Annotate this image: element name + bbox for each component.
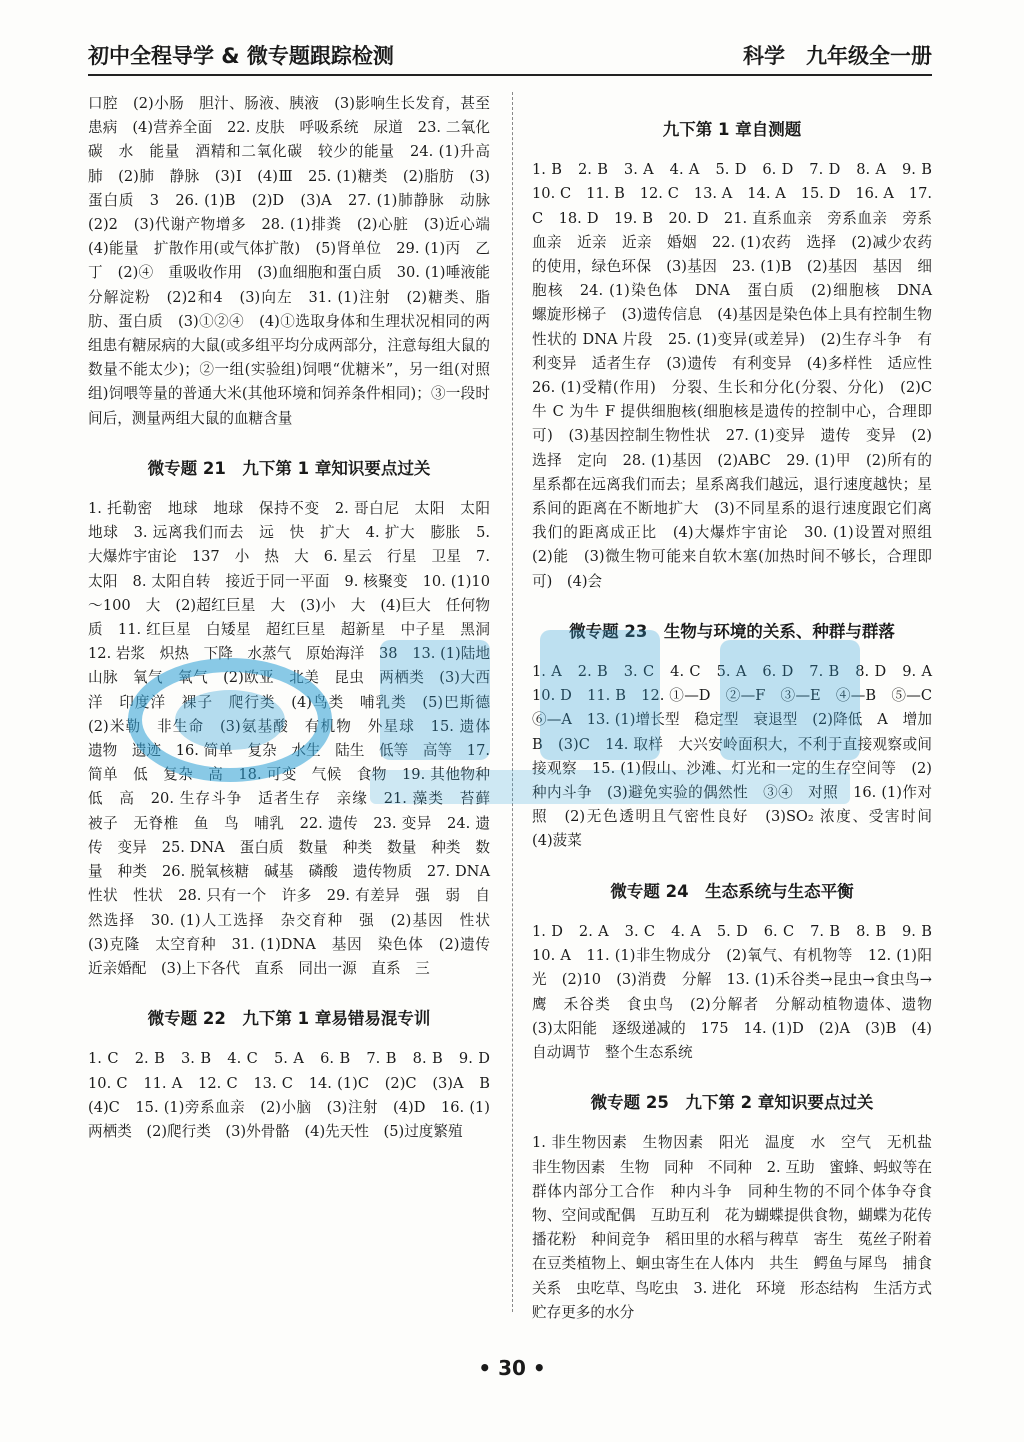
intro-answers: 口腔 (2)小肠 胆汁、肠液、胰液 (3)影响生长发育，甚至患病 (4)营养全面 22. 皮肤 呼吸系统 尿道 23. 二氧化碳 水 能量 酒精和二氧化碳 较少的能量 24. (1)升高 肺 (2)肺 静脉 (3)Ⅰ (4)Ⅲ 25. (1)糖类 (2)脂肪 (3)蛋白质 3 26. (1)B (2)D (3)A 27. (1)肺静脉 动脉 (2)2 (3)代谢产物增多 28. (1)排粪 (2)心脏 (3)近心端 (4)能量 扩散作用(或气体扩散) (5)肾单位 29. (1)丙 乙 丁 (2)④ 重吸收作用 (3)血细胞和蛋白质 30. (1)唾液能分解淀粉 (2)2和4 (3)向左 31. (1)注射 (2)糖类、脂肪、蛋白质 (3)①②④ (4)①选取身体和生理状况相同的两组患有糖尿病的大鼠(或多组平均分成两部分，注意每组大鼠的数量不能太少)；②一组(实验组)饲喂“优糖米”，另一组(对照组)饲喂等量的普通大米(其他环境和饲养条件相同)；③一段时间后，测量两组大鼠的血糖含量 [88, 95, 505, 427]
page-header [88, 38, 932, 76]
column-divider [512, 92, 513, 1312]
right-column [532, 92, 947, 1325]
left-column [88, 92, 505, 1144]
section-25-answers: 1. 非生物因素 生物因素 阳光 温度 水 空气 无机盐 非生物因素 生物 同种 不同种 2. 互助 蜜蜂、蚂蚁等在群体内部分工合作 种内斗争 同种生物的不同个体争夺食物、空间或配偶 互助互利 花为蝴蝶提供食物，蝴蝶为花传播花粉 种间竞争 稻田里的水稻与稗草 寄生 菟丝子附着在豆类植物上、蛔虫寄生在人体内 共生 鳄鱼与犀鸟 捕食关系 虫吃草、鸟吃虫 3. 进化 环境 形态结构 生活方式 贮存更多的水分 [532, 1134, 947, 1321]
header-book-title: 初中全程导学 & 微专题跟踪检测 [88, 44, 394, 68]
section-21-title: 微专题 21 九下第 1 章知识要点过关 [147, 458, 431, 478]
section-25-title: 微专题 25 九下第 2 章知识要点过关 [590, 1093, 874, 1113]
self-test-answers: 1. B 2. B 3. A 4. A 5. D 6. D 7. D 8. A 9. B 10. C 11. B 12. C 13. A 14. A 15. D 16. A 17. C 18. D 19. B 20. D 21. 直系血亲 旁系血亲 旁系血亲 近亲 近亲 婚姻 22. (1)农药 选择 (2)减少农药的使用，绿色环保 (3)基因 23. (1)B (2)基因 基因 细胞核 24. (1)染色体 DNA 蛋白质 (2)细胞核 DNA 螺旋形梯子 (3)遗传信息 (4)基因是染色体上具有控制生物性状的 DNA 片段 25. (1)变异(或差异) (2)生存斗争 有利变异 适者生存 (3)遗传 有利变异 (4)多样性 适应性 26. (1)受精(作用) 分裂、生长和分化(分裂、分化) (2)C 牛 C 为牛 F 提供细胞核(细胞核是遗传的控制中心，合理即可) (3)基因控制生物性状 27. (1)变异 遗传 变异 (2)选择 定向 28. (1)基因 (2)ABC 29. (1)甲 (2)所有的星系都在远离我们而去；星系离我们越远，退行速度越快；星系间的距离在不断地扩大 (3)不同星系的退行速度跟它们离我们的距离成正比 (4)大爆炸宇宙论 30. (1)设置对照组 (2)能 (3)微生物可能来自软木塞(加热时间不够长，合理即可) (4)会 [532, 161, 947, 590]
self-test-title: 九下第 1 章自测题 [662, 120, 802, 139]
header-subject: 科学 九年级全一册 [743, 44, 932, 68]
section-24-title: 微专题 24 生态系统与生态平衡 [610, 881, 854, 901]
section-22-title: 微专题 22 九下第 1 章易错易混专训 [147, 1009, 431, 1029]
section-22-answers: 1. C 2. B 3. B 4. C 5. A 6. B 7. B 8. B 9. D 10. C 11. A 12. C 13. C 14. (1)C (2)C (3)A B (4)C 15. (1)旁系血亲 (2)小脑 (3)注射 (4)D 16. (1)两栖类 (2)爬行类 (3)外骨骼 (4)先天性 (5)过度繁殖 [88, 1050, 505, 1140]
page-number: • 30 • [478, 1356, 546, 1380]
section-23-answers: 1. A 2. B 3. C 4. C 5. A 6. D 7. B 8. D 9. A 10. D 11. B 12. ①—D ②—F ③—E ④—B ⑤—C ⑥—A 13. (1)增长型 稳定型 衰退型 (2)降低 A 增加 B (3)C 14. 取样 大兴安岭面积大，不利于直接观察或间接观察 15. (1)假山、沙滩、灯光和一定的生存空间等 (2)种内斗争 (3)避免实验的偶然性 ③④ 对照 16. (1)作对照 (2)无色透明且气密性良好 (3)SO₂ 浓度、受害时间 (4)菠菜 [532, 663, 947, 850]
section-21-answers: 1. 托勒密 地球 地球 保持不变 2. 哥白尼 太阳 太阳 地球 3. 远离我们而去 远 快 扩大 4. 扩大 膨胀 5. 大爆炸宇宙论 137 小 热 大 6. 星云 行星 卫星 7. 太阳 8. 太阳自转 接近于同一平面 9. 核聚变 10. (1)10～100 大 (2)超红巨星 大 (3)小 大 (4)巨大 任何物质 11. 红巨星 白矮星 超红巨星 超新星 中子星 黑洞 12. 岩浆 炽热 下降 水蒸气 原始海洋 38 13. (1)陆地 山脉 氧气 氧气 (2)欧亚 北美 昆虫 两栖类 (3)大西洋 印度洋 裸子 爬行类 (4)鸟类 哺乳类 (5)巴斯德 (2)米勒 非生命 (3)氨基酸 有机物 外星球 15. 遗体 遗物 遗迹 16. 简单 复杂 水生 陆生 低等 高等 17. 简单 低 复杂 高 18. 可变 气候 食物 19. 其他物种 低 高 20. 生存斗争 适者生存 亲缘 21. 藻类 苔藓 被子 无脊椎 鱼 鸟 哺乳 22. 遗传 23. 变异 24. 遗传 变异 25. DNA 蛋白质 数量 种类 数量 种类 数量 种类 26. 脱氧核糖 碱基 磷酸 遗传物质 27. DNA 性状 性状 28. 只有一个 许多 29. 有差异 强 弱 自然选择 30. (1)人工选择 杂交育种 强 (2)基因 性状 (3)克隆 太空育种 31. (1)DNA 基因 染色体 (2)遗传 近亲婚配 (3)上下各代 直系 同出一源 直系 三 [88, 500, 505, 977]
section-23-title: 微专题 23 生物与环境的关系、种群与群落 [569, 621, 895, 641]
section-24-answers: 1. D 2. A 3. C 4. A 5. D 6. C 7. B 8. B 9. B 10. A 11. (1)非生物成分 (2)氧气、有机物等 12. (1)阳光 (2)10 (3)消费 分解 13. (1)禾谷类→昆虫→食虫鸟→鹰 禾谷类 食虫鸟 (2)分解者 分解动植物遗体、遗物 (3)太阳能 逐级递减的 175 14. (1)D (2)A (3)B (4)自动调节 整个生态系统 [532, 922, 947, 1061]
